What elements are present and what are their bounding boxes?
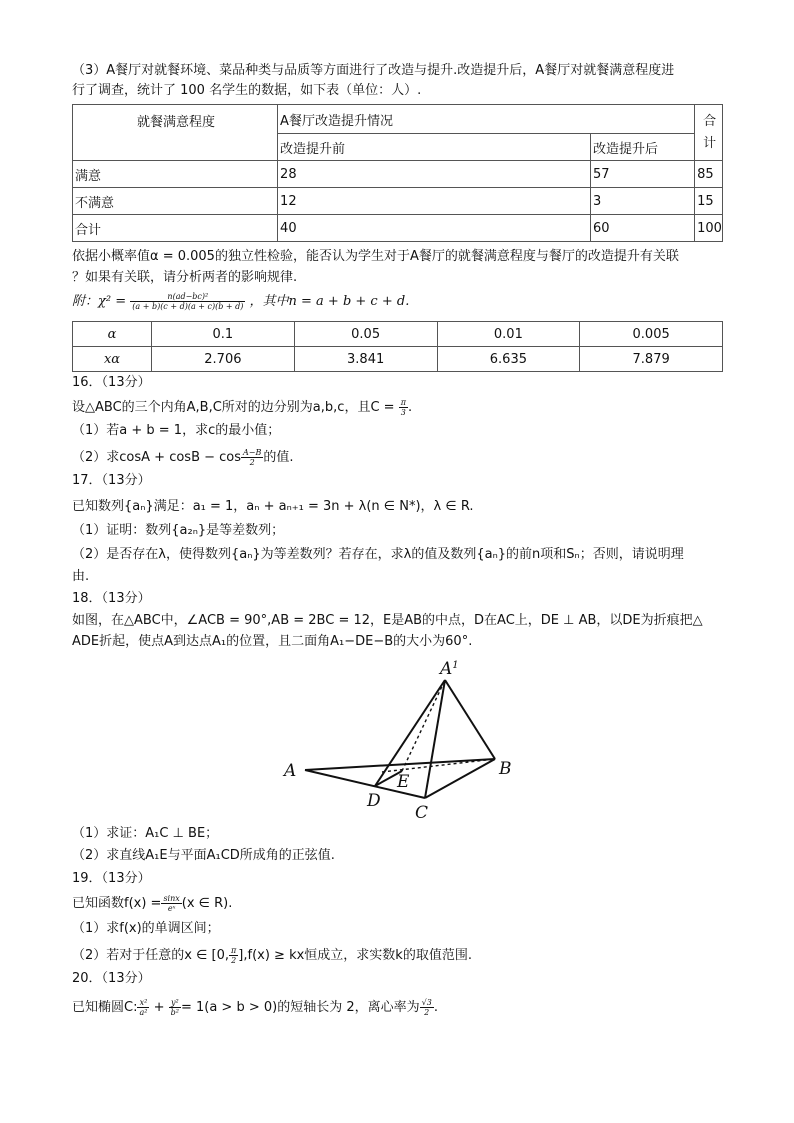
header-renovation: A餐厅改造提升情况 [278,105,695,134]
chi-square-formula [72,292,409,311]
point-c-label: C [415,803,429,823]
cell: 6.635 [437,347,580,372]
edge-d-a1 [375,680,445,786]
cell-after: 60 [591,215,695,242]
q19-part2: （2）若对于任意的x ∈ [0, $\frac{\pi}{2}$ ],f(x) ≥ kx恒成立，求实数k的取值范围. [72,946,472,965]
q20-stem: 已知椭圆C: $\frac{\text{x²}}{\text{a²}}$ + $\frac{\text{y²}}{\text{b²}}$ = 1(a > b > 0)的短轴长为 2，离心率为 $\frac{√3}{2}$ . [72,998,438,1017]
q17-part1: （1）证明：数列{a₂ₙ}是等差数列； [72,523,285,538]
edge-a1-c [425,680,445,798]
point-d-label: D [367,791,381,811]
header-after: 改造提升后 [591,134,695,161]
point-a1-label: $A^1$ [440,659,459,679]
point-b-label: B [499,759,512,779]
q17-part2-end: 由. [72,569,90,584]
q18-part2: （2）求直线A₁E与平面A₁CD所成角的正弦值. [72,848,335,863]
edge-a1-b [445,680,495,759]
cell: 7.879 [580,347,723,372]
q20-header: 20．（13分） [72,971,151,986]
q17-stem: 已知数列{aₙ}满足：a₁ = 1，aₙ + aₙ₊₁ = 3n + λ(n ∈ N*)，λ ∈ R. [72,499,474,514]
cell: 0.01 [437,322,580,347]
point-e-label: E [397,772,410,792]
q19-stem: 已知函数f(x) = $\frac{\sin x}{\text{eˣ}}$ (x ∈ R). [72,894,233,913]
q16-part1: （1）若a + b = 1，求c的最小值； [72,423,281,438]
cell-before: 12 [278,188,591,215]
q16-stem: 设△ABC的三个内角A,B,C所对的边分别为a,b,c，且C = $\frac{\pi}{3}$ . [72,398,413,417]
formula-suffix: ，其中n = a + b + c + d. [249,294,410,309]
alpha-label: α [73,322,152,347]
cell-before: 28 [278,161,591,188]
q19-header: 19．（13分） [72,871,151,886]
cell: 0.1 [152,322,295,347]
q18-stem2: ADE折起，使点A到达点A₁的位置，且二面角A₁−DE−B的大小为60°. [72,634,473,649]
q16-header: 16．（13分） [72,375,151,390]
cell-total: 15 [695,188,723,215]
edge-a-b [305,759,495,770]
q17-header: 17．（13分） [72,473,151,488]
edge-e-a1-hidden [402,680,445,771]
formula-prefix: 附：χ² = [72,294,127,309]
q18-stem1: 如图，在△ABC中，∠ACB = 90°,AB = 2BC = 12，E是AB的中点，D在AC上，DE ⊥ AB，以DE为折痕把△ [72,613,703,628]
point-a-label: A [284,761,297,781]
critical-value-table [72,321,723,372]
cell-after: 3 [591,188,695,215]
q16-part2: （2）求cosA + cosB − cos $\frac{A-B}{2}$ 的值. [72,448,294,467]
folded-triangle-figure [270,650,530,825]
header-total: 合计 [695,105,723,161]
cell-total: 100 [695,215,723,242]
q15-part3-line2: 行了调查，统计了 100 名学生的数据，如下表（单位：人）. [72,83,422,98]
header-before: 改造提升前 [278,134,591,161]
cell: 2.706 [152,347,295,372]
q15-question-line2: ？如果有关联，请分析两者的影响规律. [72,270,298,285]
table-row [73,188,723,215]
table-row [73,161,723,188]
q15-question-line1: 依据小概率值α = 0.005的独立性检验，能否认为学生对于A餐厅的就餐满意程度与餐厅的改造提升有关联 [72,249,679,264]
q19-part1: （1）求f(x)的单调区间； [72,921,220,936]
formula-fraction: $\frac{\text{n(ad−bc)²}}{(a + b)(c + d)(a + c)(b + d)}$ [132,292,244,311]
row-label: 满意 [73,161,278,188]
satisfaction-table [72,104,723,242]
cell: 0.05 [294,322,437,347]
cell-before: 40 [278,215,591,242]
cell-after: 57 [591,161,695,188]
edge-c-b [425,759,495,798]
q15-part3-line1: （3）A餐厅对就餐环境、菜品种类与品质等方面进行了改造与提升.改造提升后，A餐厅对就餐满意程度进 [72,63,675,78]
x-alpha-label: xα [73,347,152,372]
table-row [73,215,723,242]
cell: 3.841 [294,347,437,372]
q17-part2: （2）是否存在λ，使得数列{aₙ}为等差数列？若存在，求λ的值及数列{aₙ}的前n项和Sₙ；否则，请说明理 [72,547,684,562]
cell: 0.005 [580,322,723,347]
q18-header: 18．（13分） [72,591,151,606]
table-row [73,347,723,372]
row-label: 合计 [73,215,278,242]
header-satisfaction: 就餐满意程度 [73,105,278,161]
q18-part1: （1）求证：A₁C ⊥ BE； [72,826,219,841]
table-row [73,322,723,347]
row-label: 不满意 [73,188,278,215]
cell-total: 85 [695,161,723,188]
